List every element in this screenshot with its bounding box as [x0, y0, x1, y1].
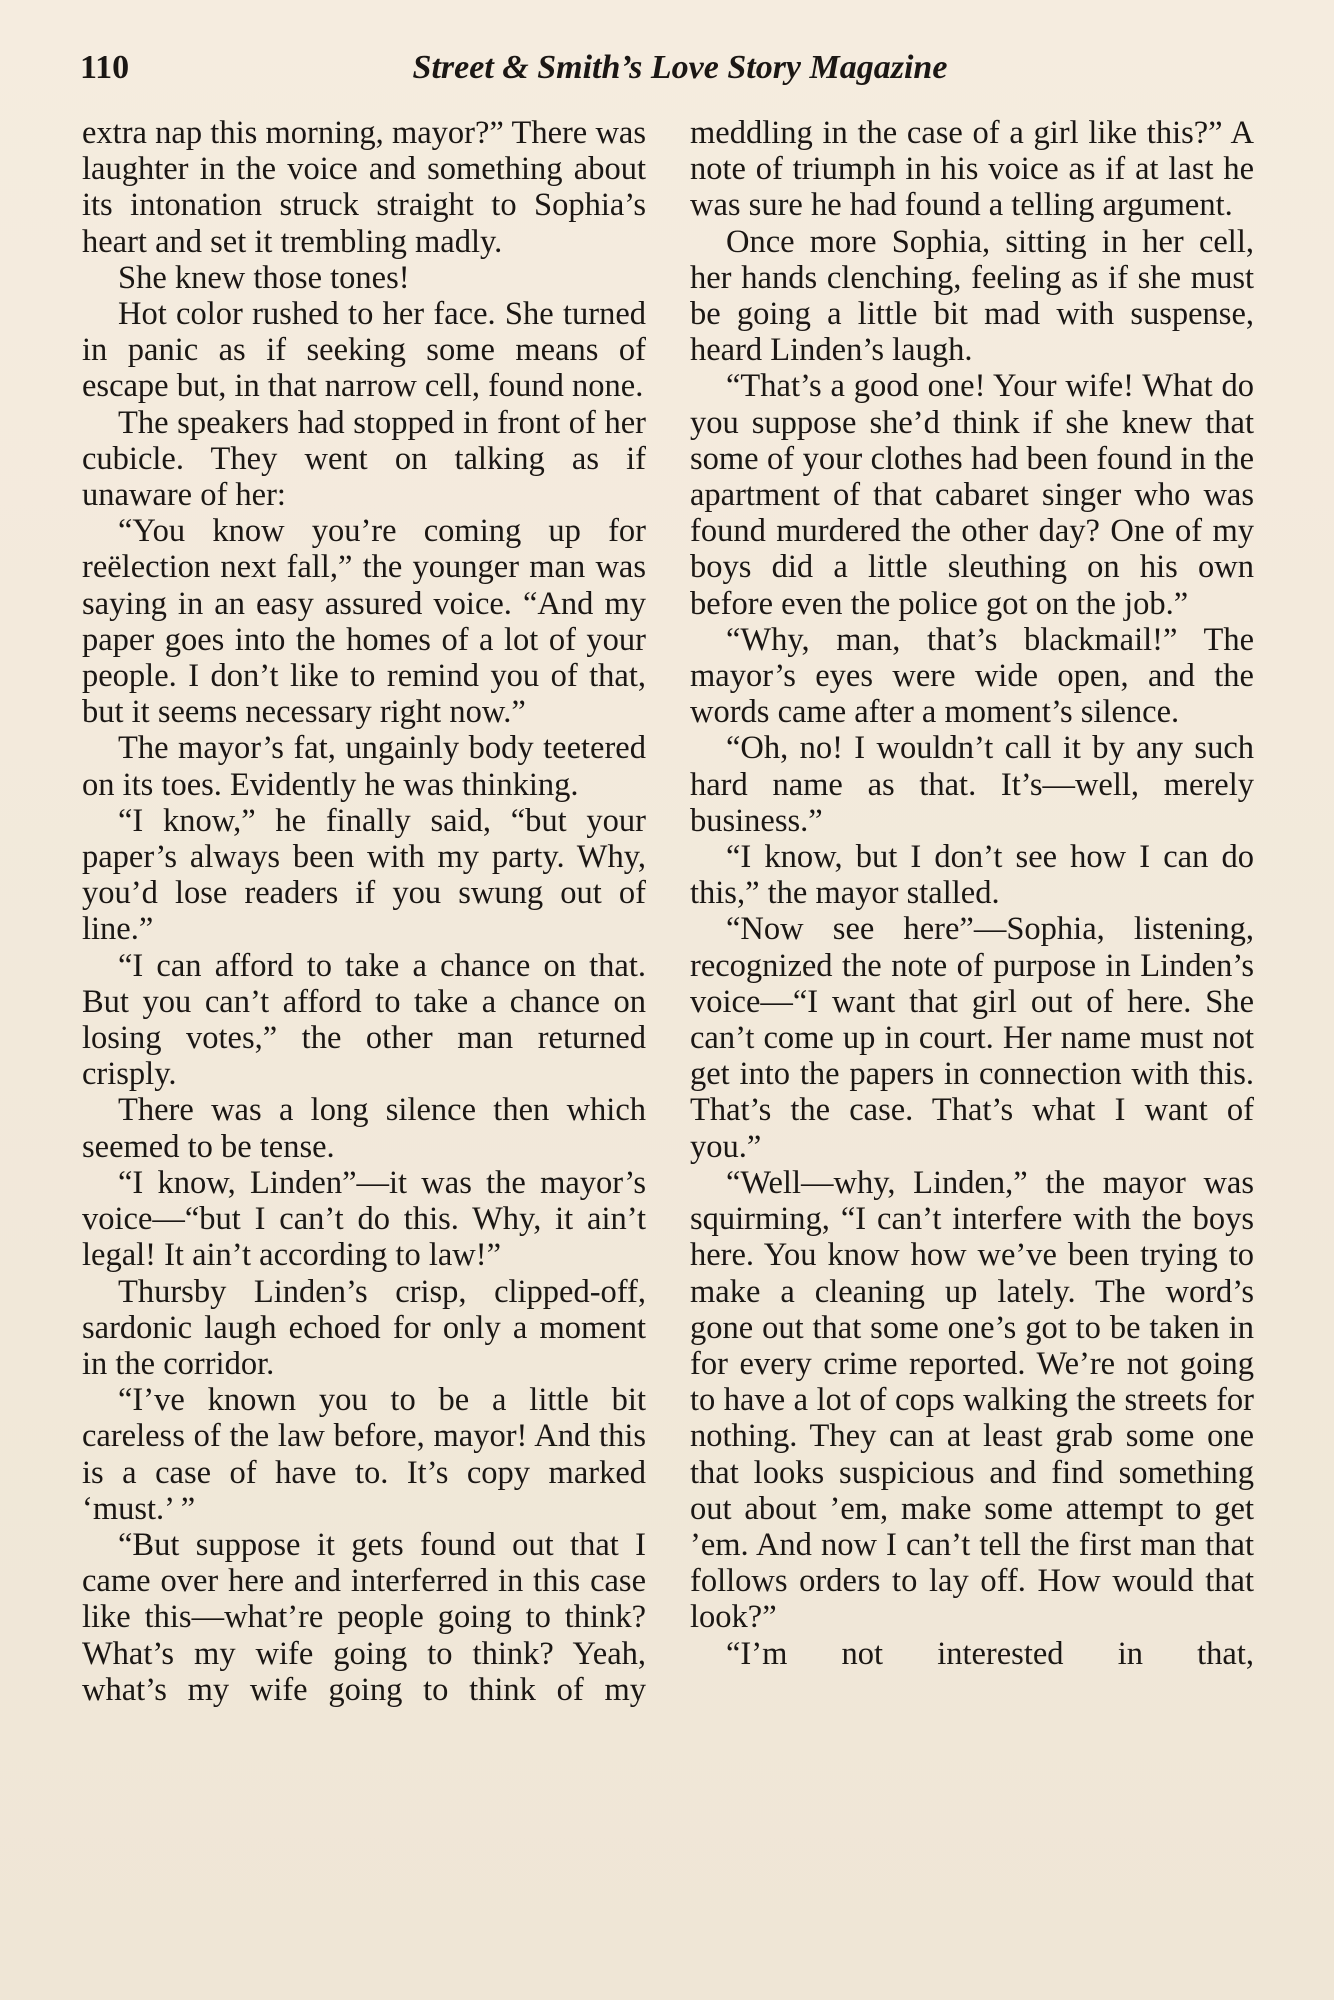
paragraph: The mayor’s fat, ungainly body teetered on its toes. Evidently he was thinking. [82, 730, 646, 803]
paragraph: There was a long silence then which seemed to be tense. [82, 1092, 646, 1165]
paragraph: Hot color rushed to her face. She turned in panic as if seeking some means of escape but, in that narrow cell, found none. [82, 296, 646, 405]
left-column [82, 115, 646, 1708]
magazine-title: Street & Smith’s Love Story Magazine [412, 49, 948, 86]
paragraph: “But suppose it gets found out that I came over here and interferred in this case like this—what’re people going to think? What’s my wife going to think? Yeah, what’s my wife going to think of my [82, 1526, 646, 1708]
paragraph: “I’ve known you to be a little bit careless of the law before, mayor! And this is a case of have to. It’s copy marked ‘must.’ ” [82, 1382, 646, 1527]
paragraph: extra nap this morning, mayor?” There was laughter in the voice and something about its intonation struck straight to Sophia’s heart and set it trembling madly. [82, 115, 646, 260]
paragraph: “Why, man, that’s blackmail!” The mayor’s eyes were wide open, and the words came after a moment’s silence. [690, 621, 1254, 731]
paragraph: “I’m not interested in that, [726, 1635, 1254, 1672]
right-column [690, 115, 1254, 1672]
paragraph: “I know,” he finally said, “but your paper’s always been with my party. Why, you’d lose readers if you swung out of line.” [82, 802, 646, 948]
paragraph: The speakers had stopped in front of her cubicle. They went on talking as if unaware of her: [82, 404, 646, 514]
page-number: 110 [80, 49, 130, 86]
paragraph: “You know you’re coming up for reëlection next fall,” the younger man was saying in an easy assured voice. “And my paper goes into the homes of a lot of your people. I don’t like to remind you of that, but it seems necessary right now.” [82, 513, 646, 731]
paragraph: “That’s a good one! Your wife! What do you suppose she’d think if she knew that some of your clothes had been found in the apartment of that cabaret singer who was found murdered the other day? One of my boys did a little sleuthing on his own before even the police got on the job.” [690, 368, 1254, 622]
paragraph: “I can afford to take a chance on that. But you can’t afford to take a chance on losing votes,” the other man returned crisply. [82, 947, 646, 1093]
paragraph: Once more Sophia, sitting in her cell, her hands clenching, feeling as if she must be going a little bit mad with suspense, heard Linden’s laugh. [690, 223, 1254, 369]
paragraph: “Oh, no! I wouldn’t call it by any such hard name as that. It’s—well, merely business.” [690, 730, 1254, 839]
page-header [80, 40, 1250, 96]
paragraph: “Now see here”—Sophia, listening, recognized the note of purpose in Linden’s voice—“I want that girl out of here. She can’t come up in court. Her name must not get into the papers in connection with this. That’s the case. That’s what I want of you.” [690, 911, 1254, 1165]
paragraph: “I know, but I don’t see how I can do this,” the mayor stalled. [690, 839, 1254, 912]
paragraph: Thursby Linden’s crisp, clipped-off, sardonic laugh echoed for only a moment in the corridor. [82, 1273, 646, 1382]
paragraph: She knew those tones! [118, 259, 410, 296]
paragraph: “I know, Linden”—it was the mayor’s voice—“but I can’t do this. Why, it ain’t legal! It ain’t according to law!” [82, 1164, 646, 1274]
paragraph: “Well—why, Linden,” the mayor was squirming, “I can’t interfere with the boys here. You know how we’ve been trying to make a cleaning up lately. The word’s gone out that some one’s got to be taken in for every crime reported. We’re not going to have a lot of cops walking the streets for nothing. They can at least grab some one that looks suspicious and find something out about ’em, make some attempt to get ’em. And now I can’t tell the first man that follows orders to lay off. How would that look?” [690, 1164, 1254, 1636]
paragraph: meddling in the case of a girl like this?” A note of triumph in his voice as if at last he was sure he had found a telling argument. [690, 115, 1254, 224]
